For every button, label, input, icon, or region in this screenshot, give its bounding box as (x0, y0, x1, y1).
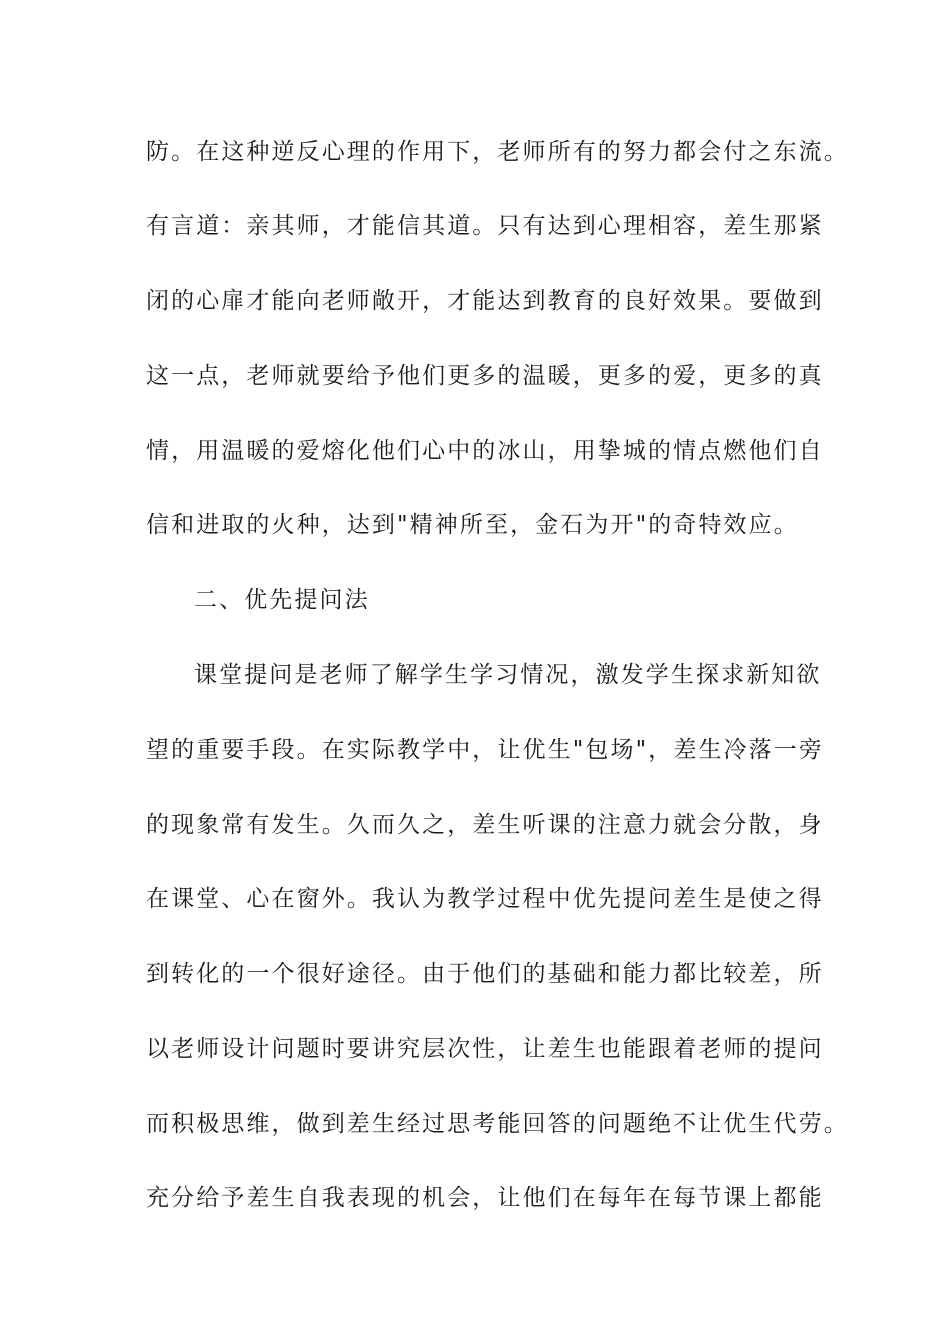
paragraph-line-10: 在课堂、心在窗外。我认为教学过程中优先提问差生是使之得 (146, 886, 824, 912)
paragraph-line-7: 课堂提问是老师了解学生学习情况，激发学生探求新知欲 (194, 662, 822, 688)
section-heading: 二、优先提问法 (194, 587, 370, 613)
paragraph-line-1: 防。在这种逆反心理的作用下，老师所有的努力都会付之东流。 (146, 139, 849, 165)
paragraph-line-8: 望的重要手段。在实际教学中，让优生"包场"，差生冷落一旁 (146, 737, 824, 763)
paragraph-line-3: 闭的心扉才能向老师敞开，才能达到教育的良好效果。要做到 (146, 288, 824, 314)
paragraph-line-4: 这一点，老师就要给予他们更多的温暖，更多的爱，更多的真 (146, 363, 824, 389)
paragraph-line-5: 情，用温暖的爱熔化他们心中的冰山，用挚城的情点燃他们自 (146, 438, 824, 464)
paragraph-line-11: 到转化的一个很好途径。由于他们的基础和能力都比较差，所 (146, 961, 824, 987)
paragraph-line-2: 有言道：亲其师，才能信其道。只有达到心理相容，差生那紧 (146, 213, 824, 239)
paragraph-line-14: 充分给予差生自我表现的机会，让他们在每年在每节课上都能 (146, 1185, 824, 1211)
paragraph-line-6: 信和进取的火种，达到"精神所至，金石为开"的奇特效应。 (146, 512, 799, 538)
paragraph-line-9: 的现象常有发生。久而久之，差生听课的注意力就会分散，身 (146, 812, 824, 838)
paragraph-line-12: 以老师设计问题时要讲究层次性，让差生也能跟着老师的提问 (146, 1036, 824, 1062)
paragraph-line-13: 而积极思维，做到差生经过思考能回答的问题绝不让优生代劳。 (146, 1111, 849, 1137)
